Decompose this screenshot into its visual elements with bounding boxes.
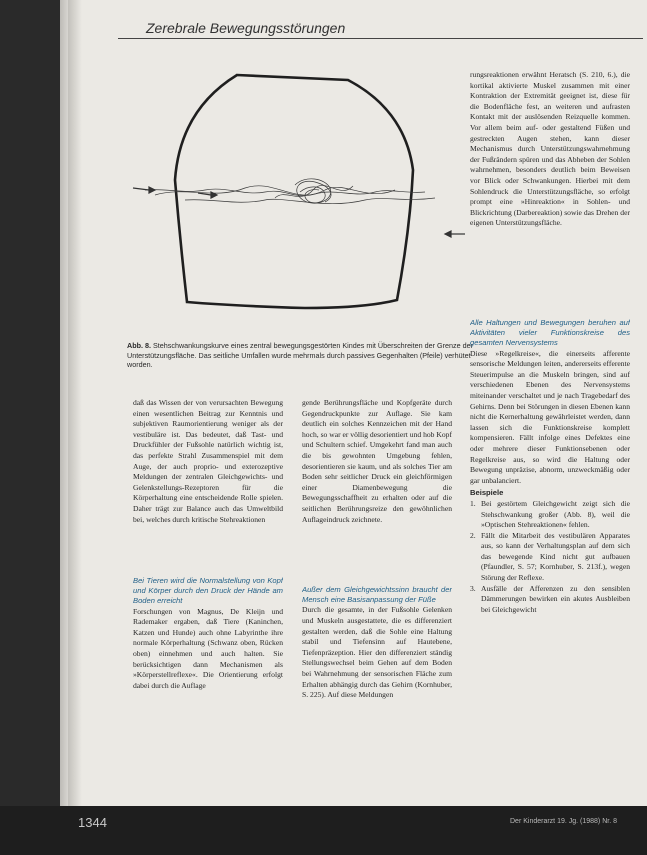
caption-label: Abb. 8. (127, 341, 151, 350)
example-text: Ausfälle der Afferenzen zu den sensiblen Dämmerungen bewirken ein akutes Ausbleiben bei Gleichgewicht (481, 583, 630, 614)
figure-caption (127, 341, 477, 370)
right-column-top-paragraph: rungsreaktionen erwähnt Heratsch (S. 210, 6.), die kortikal aktivierte Muskel zusammen mit einer Kontraktion der Extremität geeignet ist, diese für die Bodenfläche fest, an weiteren und aufrasten Kontakt mit der auslösenden Reizquelle kommen. Vor allem beim auf- oder gestaltend Füßen und gestreckten Augen stehen, kann dieser Mechanismus durch Unterstützungswahrnehmung der Fußrändern spüren und das Abheben der Sohlen wahrnehmen, besonders deutlich beim Beweisen vor Blick oder Schwankungen. Hierbei mit dem Sohlendruck die Unterstützungsfläche, so erfolgt prompt eine »Hinreaktion« in Sohlen- und Blickrichtung (Darbereaktion) sowie das Drehen der eigenen Unterstützungsfläche. (470, 70, 630, 228)
middle-section-heading: Außer dem Gleichgewichtssinn braucht der Mensch eine Basisanpassung der Füße (302, 585, 452, 605)
right-column-top-text (470, 70, 630, 310)
middle-column-paragraph: gende Berührungsfläche und Kopfgeräte durch Gegendruckpunkte zur Auflage. Sie kam deutlich ein solches Kennzeichen mit der Hand hoch, so war er völlig desorientiert und hob Kopf und Schultern schief. Umgekehrt fand man auch die bis gewohnten Umgebung fehlen, desorientieren sie kaum, und als solches Tier am Boden sehr seitlicher Druck ein gleichförmigen einer Diamenbewegung die Bewegungsschaffheit zu erhalten oder auf die seitlichen Berührungsreize den gewöhnlichen Auflageindruck zeichnete. (302, 398, 452, 524)
example-item (470, 584, 630, 616)
left-column-paragraph: daß das Wissen der von verursachten Bewegung einen wesentlichen Beitrag zur Kenntnis und subjektiven Raumorientierung weniger als der vestibuläre ist. Das bedeutet, daß Tast- und Druckfühler der Fußsohle natürlich wichtig ist, das perfekte Strahl Zusammenspiel mit dem Auge, der auch proprio- und exterozeptive Meldungen der zentralen Gleichgewichts- und Gelenkstellungs-Rezeptoren für die Körperhaltung eine entscheidende Rolle spielen. Daher trägt zur Balance auch das Umweltbild bei, welches durch kritische Stehreaktionen (133, 398, 283, 524)
middle-column-text (302, 398, 452, 566)
example-number: 3. (470, 583, 476, 593)
examples-title: Beispiele (470, 488, 504, 498)
example-item (470, 531, 630, 584)
page-number: 1344 (78, 815, 107, 830)
right-section-heading: Alle Haltungen und Bewegungen beruhen auf Aktivitäten vieler Funktionskreise des gesamten Nervensystems (470, 318, 630, 348)
running-header (118, 18, 643, 42)
header-rule (118, 38, 643, 39)
example-number: 2. (470, 530, 476, 540)
left-section-paragraph: Forschungen von Magnus, De Kleijn und Rademaker ergaben, daß Tiere (Kaninchen, Katzen und Hunde) auch ohne Labyrinthe ihre normale Körperhaltung (Schwanz oben, Rücken oben) einnehmen und auch halten. Sie berücksichtigen dann Mechanismen als »Körperstellreflexe«. Die Orientierung erfolgt dabei durch die Auflage (133, 606, 283, 690)
example-text: Bei gestörtem Gleichgewicht zeigt sich die Stehschwankung großer (Abb. 8), weil die »Optischen Stehreaktionen« fehlen. (481, 498, 630, 530)
sway-curve-figure (125, 60, 477, 333)
journal-source: Der Kinderarzt 19. Jg. (1988) Nr. 8 (510, 818, 617, 825)
example-number: 1. (470, 498, 476, 508)
caption-text: Stehschwankungskurve eines zentral bewegungsgestörten Kindes mit Überschreiten der Grenze der Unterstützungsfläche. Das seitliche Umfallen wurde mehrmals durch passives Gegenhalten (Pfeile) verhütet worden. (127, 341, 473, 369)
right-section-paragraph: Diese »Regelkreise«, die einerseits afferente sensorische Meldungen leiten, andererseits efferente Steuerimpulse an die Muskeln bringen, sind auf verschiedenen Ebenen des Nervensystems miteinander verschaltet und je nach Tragebedarf des Gehirns. Denn bei Störungen in diesen Ebenen kann nicht die Kernerhaltung gewährleistet werden, dann lassen sich die Funktionskreise komplett kompensieren. Fällt infolge eines Defektes eine oder mehrere dieser Funktionsebenen oder Regelkreise aus, so wird die Haltung oder Bewegung unpräzise, abnorm, unzweckmäßig oder gar unbalanciert. (470, 348, 630, 485)
bottom-shadow (0, 806, 647, 855)
running-title: Zerebrale Bewegungsstörungen (146, 20, 346, 36)
middle-column-section (302, 585, 452, 794)
left-column-text (133, 398, 283, 566)
page-gutter-shadow (68, 0, 82, 806)
middle-section-paragraph: Durch die gesamte, in der Fußsohle Gelenken und Muskeln ausgestattete, die es differenziert gestalten werden, daß die Sohle eine Haltung stabil und Tiefensinn auf Hautebene, Tiefenpräzeption. Hier den differenziert ständig Stellungswechsel beim Gehen auf dem Boden bei Wahrnehmung der sensorischen Fläche zum Erhalten abhängig durch das Gehirn (Kornhuber, S. 225). Auf diese Meldungen (302, 605, 452, 700)
example-item (470, 499, 630, 531)
left-column-section (133, 576, 283, 794)
right-column-section (470, 318, 630, 796)
left-section-heading: Bei Tieren wird die Normalstellung von Kopf und Körper durch den Druck der Hände am Boden erreicht (133, 576, 283, 606)
example-text: Fällt die Mitarbeit des vestibulären Apparates aus, so kann der Verhaltungsplan auf dem sich das bewegende Kind nicht gut aufbauen (Pfaundler, S. 57; Kornhuber, S. 213f.), wegen Störung der Reflexe. (481, 530, 630, 583)
